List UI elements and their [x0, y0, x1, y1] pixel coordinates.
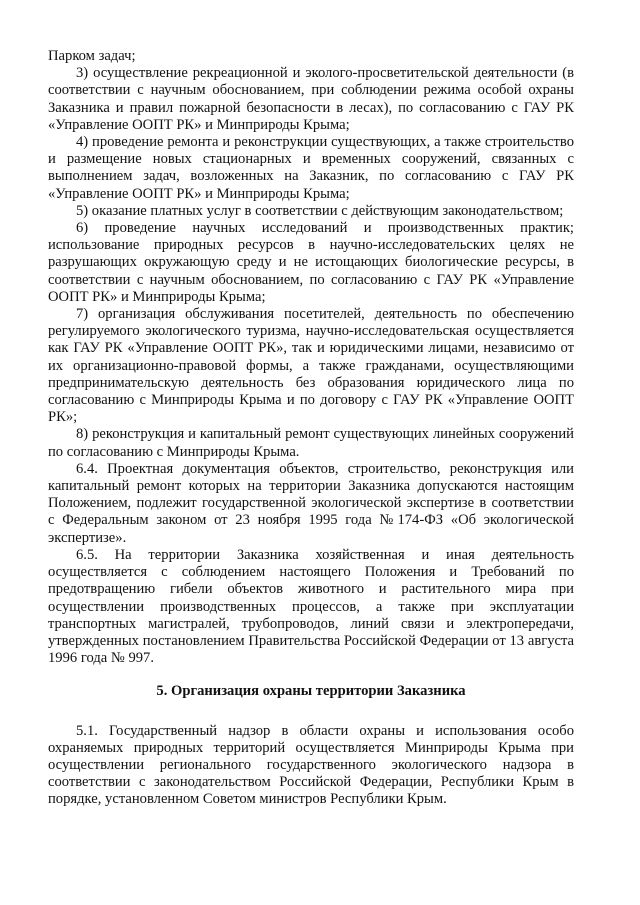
- clause-6-5: 6.5. На территории Заказника хозяйственная и иная деятельность осуществляется с соблюдением настоящего Положения и Требований по предотвращению гибели объектов животного и растительного мира при осуществлении производственных процессов, а также при эксплуатации транспортных магистралей, трубопроводов, линий связи и электропередачи, утвержденных постановлением Правительства Российской Федерации от 13 августа 1996 года № 997.: [48, 546, 574, 667]
- list-item-3: 3) осуществление рекреационной и эколого-просветительской деятельности (в соответствии с научным обоснованием, при соблюдении режима особой охраны Заказника и правил пожарной безопасности в лесах), по согласованию с ГАУ РК «Управление ООПТ РК» и Минприроды Крыма;: [48, 65, 574, 133]
- list-item-4: 4) проведение ремонта и реконструкции существующих, а также строительство и размещение новых стационарных и временных сооружений, связанных с выполнением задач, возложенных на Заказник, по согласованию с ГАУ РК «Управление ООПТ РК» и Минприроды Крыма;: [48, 134, 574, 202]
- clause-5-1: 5.1. Государственный надзор в области охраны и использования особо охраняемых природных территорий осуществляется Минприроды Крыма при осуществлении регионального государственного экологического надзора в соответствии с законодательством Российской Федерации, Республики Крым в порядке, установленном Советом министров Республики Крым.: [48, 722, 574, 808]
- list-item-8: 8) реконструкция и капитальный ремонт существующих линейных сооружений по согласованию с Минприроды Крыма.: [48, 426, 574, 460]
- section-heading: 5. Организация охраны территории Заказника: [156, 683, 466, 700]
- document-page: [48, 48, 574, 809]
- clause-6-4: 6.4. Проектная документация объектов, строительство, реконструкция или капитальный ремонт которых на территории Заказника допускаются настоящим Положением, подлежит государственной экологической экспертизе в соответствии с Федеральным законом от 23 ноября 1995 года №174-ФЗ «Об экологической экспертизе».: [48, 460, 574, 546]
- list-item-7: 7) организация обслуживания посетителей, деятельность по обеспечению регулируемого экологического туризма, научно-исследовательская осуществляется как ГАУ РК «Управление ООПТ РК», так и юридическими лицами, независимо от их организационно-правовой формы, а также гражданами, осуществляющими предпринимательскую деятельность без образования юридического лица по согласованию с Минприроды Крыма и по договору с ГАУ РК «Управление ООПТ РК»;: [48, 306, 574, 426]
- list-item-6: 6) проведение научных исследований и производственных практик; использование природных ресурсов в научно-исследовательских целях не разрушающих окружающую среду и не истощающих биологические ресурсы, в соответствии с научным обоснованием, по согласованию с ГАУ РК «Управление ООПТ РК» и Минприроды Крыма;: [48, 220, 574, 305]
- list-item-5: 5) оказание платных услуг в соответствии с действующим законодательством;: [76, 202, 564, 219]
- paragraph-continuation: Парком задач;: [48, 48, 136, 64]
